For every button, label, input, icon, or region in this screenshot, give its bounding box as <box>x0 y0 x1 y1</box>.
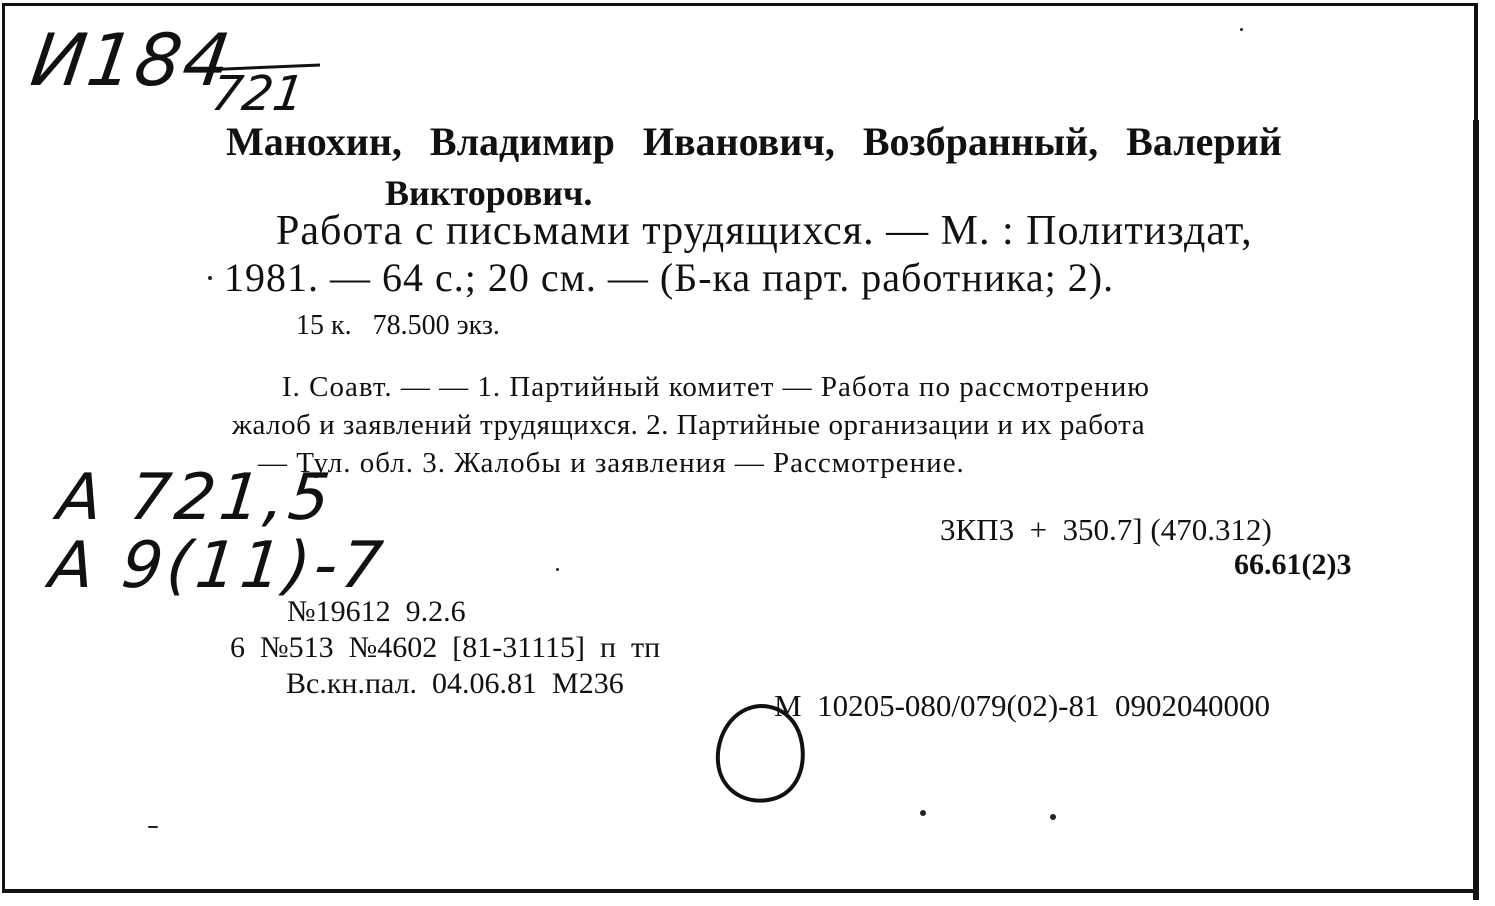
price-circulation: 15 к. 78.500 экз. <box>296 310 500 341</box>
registry-line-2: 6 №513 №4602 [81-31115] п тп <box>230 631 661 664</box>
speck <box>208 276 212 280</box>
subjects-line-2: жалоб и заявлений трудящихся. 2. Партийные организации и их работа <box>232 409 1146 441</box>
speck <box>920 810 926 816</box>
registry-line-3: Вс.кн.пал. 04.06.81 М236 <box>286 667 624 700</box>
authors-line-1: Манохин, Владимир Иванович, Возбранный, Валерий <box>226 119 1282 164</box>
authors-line-2: Викторович. <box>385 173 593 213</box>
classification-line-1: 3КП3 + 350.7] (470.312) <box>940 512 1272 547</box>
title-line-2: 1981. — 64 с.; 20 см. — (Б-ка парт. работника; 2). <box>224 255 1115 300</box>
subjects-line-3: — Тул. обл. 3. Жалобы и заявления — Рассмотрение. <box>258 447 965 479</box>
handwritten-shelf-mark-2: А 9(11)-7 <box>46 529 390 603</box>
index-code: М 10205-080/079(02)-81 0902040000 <box>774 688 1270 723</box>
handwritten-call-number: И184 <box>26 18 238 102</box>
card-edge-shadow <box>1473 120 1479 900</box>
circle-stamp <box>712 700 812 810</box>
speck <box>1050 814 1056 820</box>
speck <box>556 568 559 571</box>
registry-line-1: №19612 9.2.6 <box>287 595 466 628</box>
handwritten-shelf-mark-1: А 721,5 <box>54 461 338 535</box>
call-number-underline <box>200 60 330 80</box>
classification-line-2: 66.61(2)3 <box>1234 548 1352 581</box>
title-line-1: Работа с письмами трудящихся. — М. : Политиздат, <box>276 208 1253 254</box>
handwritten-call-number-sub: 721 <box>208 66 308 122</box>
speck <box>1240 28 1243 31</box>
subjects-line-1: I. Соавт. — — 1. Партийный комитет — Работа по рассмотрению <box>282 371 1150 403</box>
speck <box>148 826 158 828</box>
